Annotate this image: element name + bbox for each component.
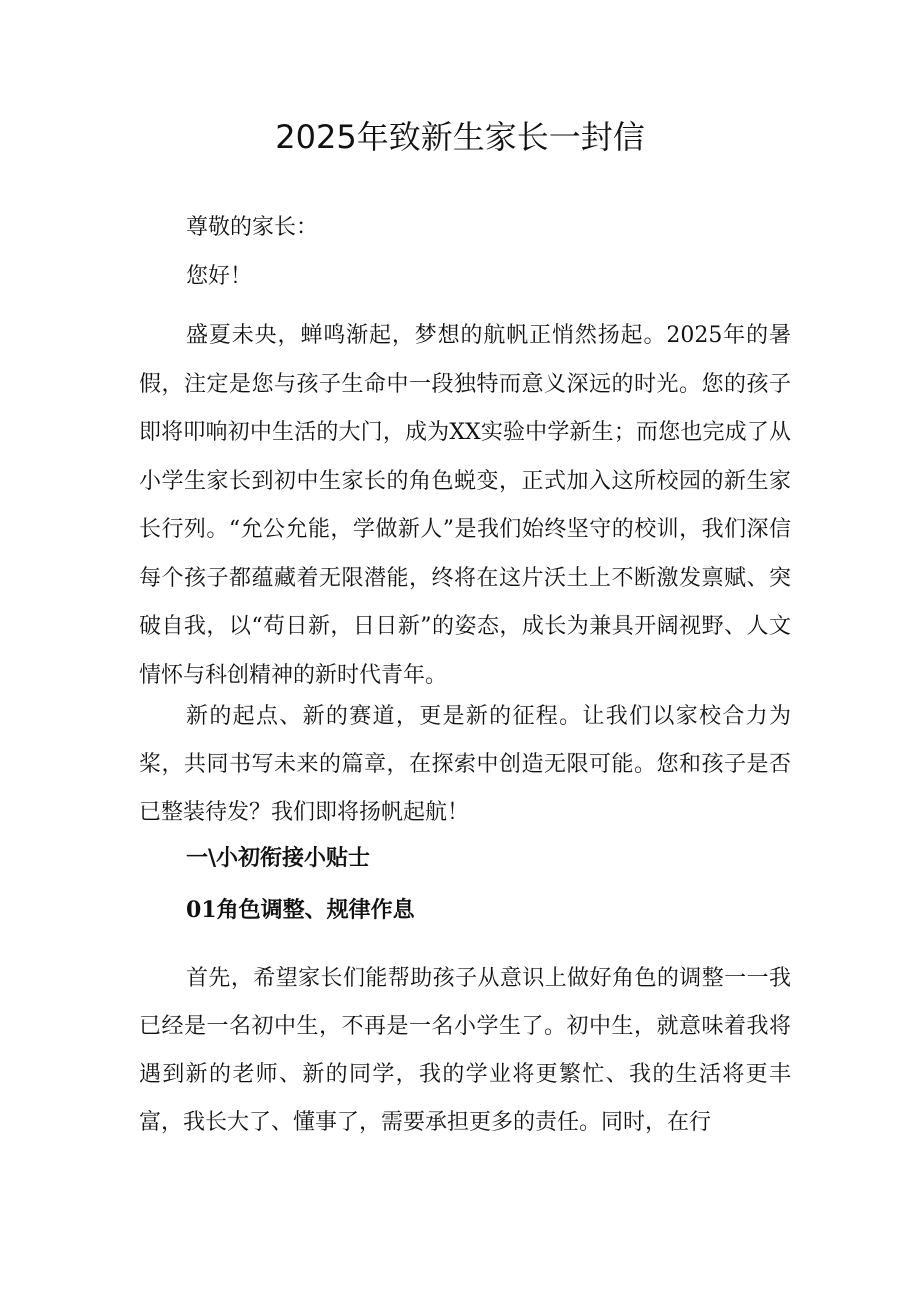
salutation: 尊敬的家长： [186,215,319,240]
subsection-heading: 01角色调整、规律作息 [186,897,415,923]
document-title: 2025年致新生家长一封信 [275,118,645,156]
section-heading: 一\小初衔接小贴士 [186,845,371,871]
paragraph-new-journey: 新的起点、新的赛道，更是新的征程。让我们以家校合力为桨，共同书写未来的篇章，在探索中创造无限可能。您和孩子是否已整装待发？我们即将扬帆起航！ [139,704,791,825]
paragraph-intro: 盛夏未央，蝉鸣渐起，梦想的航帆正悄然扬起。2025年的暑假，注定是您与孩子生命中一段独特而意义深远的时光。您的孩子即将叩响初中生活的大门，成为XX实验中学新生；而您也完成了从小学生家长到初中生家长的角色蜕变，正式加入这所校园的新生家长行列。“允公允能，学做新人”是我们始终坚守的校训，我们深信每个孩子都蕴藏着无限潜能，终将在这片沃土上不断激发禀赋、突破自我，以“苟日新，日日新”的姿态，成长为兼具开阔视野、人文情怀与科创精神的新时代青年。 [139,323,791,688]
greeting: 您好！ [186,264,253,289]
paragraph-role-adjustment: 首先，希望家长们能帮助孩子从意识上做好角色的调整一一我已经是一名初中生，不再是一名小学生了。初中生，就意味着我将遇到新的老师、新的同学，我的学业将更繁忙、我的生活将更丰富，我长大了、懂事了，需要承担更多的责任。同时，在行 [139,966,791,1135]
